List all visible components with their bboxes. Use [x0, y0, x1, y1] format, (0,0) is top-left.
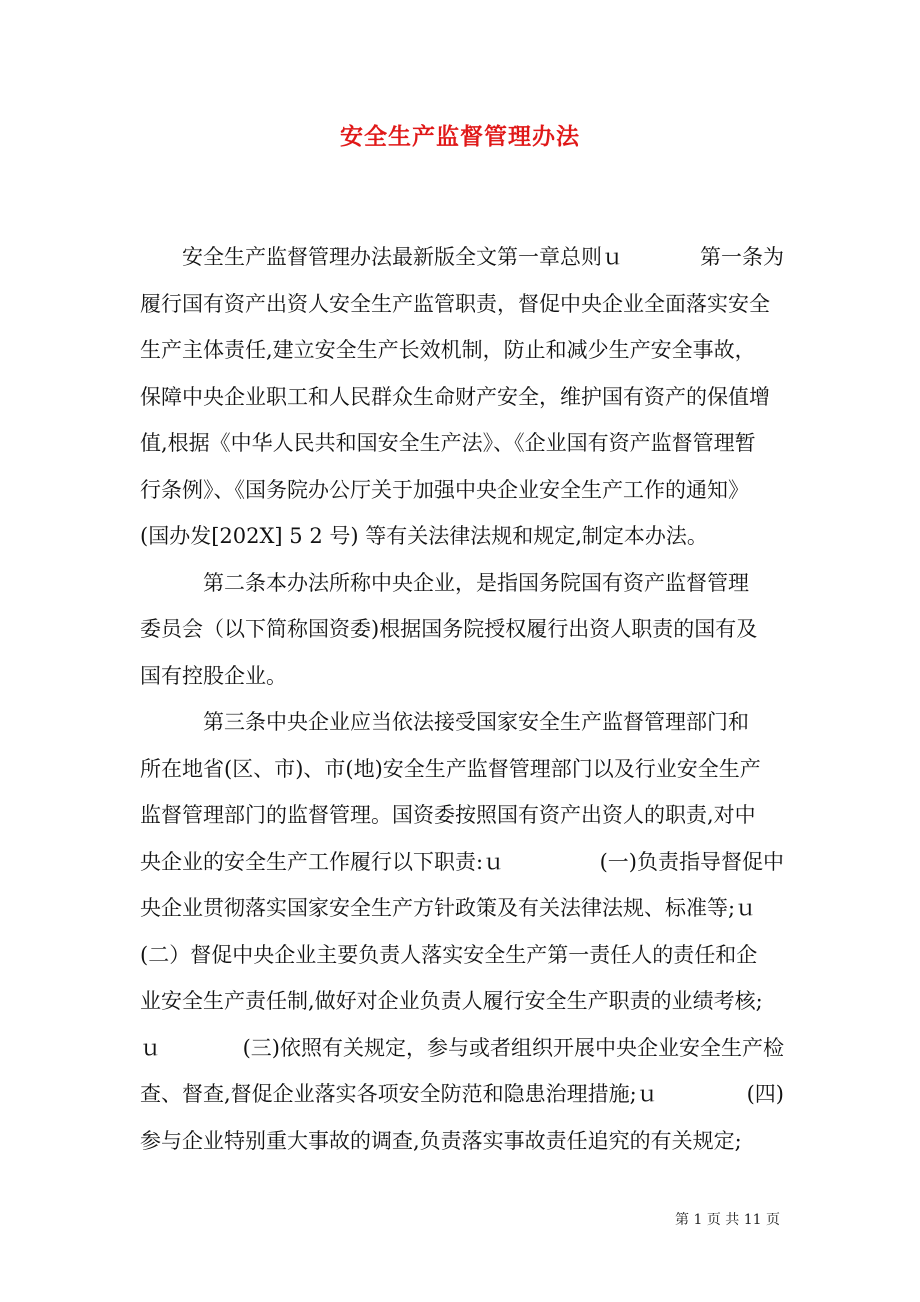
body-line-segment: (国办发[202X] 5 2 号) 等有关法律法规和规定,制定本办法。 [140, 524, 708, 548]
body-line [140, 792, 784, 839]
body-line [140, 746, 784, 793]
body-line-segment: 保障中央企业职工和人民群众生命财产安全，维护国有资产的保值增 [140, 384, 770, 409]
body-line [140, 885, 784, 932]
body-line-segment: 生产主体责任,建立安全生产长效机制，防止和减少生产安全事故， [140, 338, 756, 362]
body-line-segment: 所在地省(区、市)、市(地)安全生产监督管理部门以及行业安全生产 [140, 756, 761, 781]
body-line-segment: 央企业的安全生产工作履行以下职责:ｕ [140, 849, 505, 874]
body-line-segment: 查、督查,督促企业落实各项安全防范和隐患治理措施;ｕ [140, 1082, 658, 1106]
body-line [140, 1071, 784, 1118]
body-line [140, 653, 784, 700]
body-line-segment: 央企业贯彻落实国家安全生产方针政策及有关法律法规、标准等;ｕ [140, 896, 757, 920]
body-line-segment: (二）督促中央企业主要负责人落实安全生产第一责任人的责任和企 [140, 942, 758, 967]
body-line-segment: 参与企业特别重大事故的调查,负责落实事故责任追究的有关规定; [140, 1128, 742, 1153]
body-line [140, 1118, 784, 1165]
document-title: 安全生产监督管理办法 [340, 123, 580, 150]
body-line [140, 699, 784, 746]
body-line-segment: (四) [746, 1082, 784, 1106]
body-line-segment: (三)依照有关规定，参与或者组织开展中央企业安全生产检 [242, 1035, 784, 1060]
body-line-segment: 国有控股企业。 [140, 663, 287, 688]
body-line [140, 932, 784, 979]
body-line-segment: 监督管理部门的监督管理。国资委按照国有资产出资人的职责,对中 [140, 803, 756, 827]
body-line [140, 1025, 784, 1072]
body-line [140, 420, 784, 467]
body-line-segment: 业安全生产责任制,做好对企业负责人履行安全生产职责的业绩考核; [140, 989, 763, 1013]
body-line-segment: 第三条中央企业应当依法接受国家安全生产监督管理部门和 [140, 710, 749, 734]
body-line [140, 560, 784, 607]
body-line-segment: 值,根据《中华人民共和国安全生产法》、《企业国有资产监督管理暂 [140, 431, 756, 455]
body-line [140, 513, 784, 560]
document-body [140, 234, 784, 1164]
body-line-segment: 安全生产监督管理办法最新版全文第一章总则ｕ [140, 245, 623, 269]
body-line [140, 467, 784, 514]
body-line-segment: 履行国有资产出资人安全生产监管职责，督促中央企业全面落实安全 [140, 291, 770, 316]
body-line-segment: (一)负责指导督促中 [599, 849, 784, 874]
body-line [140, 839, 784, 886]
body-line [140, 281, 784, 328]
body-line-segment: 第二条本办法所称中央企业，是指国务院国有资产监督管理 [140, 570, 749, 595]
page-number: 第 1 页 共 11 页 [675, 1212, 780, 1228]
body-line-segment: 第一条为 [700, 245, 784, 269]
body-line [140, 234, 784, 281]
body-line-segment: 行条例》、《国务院办公厅关于加强中央企业安全生产工作的通知》 [140, 477, 749, 502]
body-line [140, 374, 784, 421]
body-line [140, 606, 784, 653]
body-line-segment: 委员会（以下简称国资委)根据国务院授权履行出资人职责的国有及 [140, 617, 758, 641]
body-line [140, 978, 784, 1025]
body-line [140, 327, 784, 374]
body-line-segment: ｕ [140, 1035, 161, 1060]
